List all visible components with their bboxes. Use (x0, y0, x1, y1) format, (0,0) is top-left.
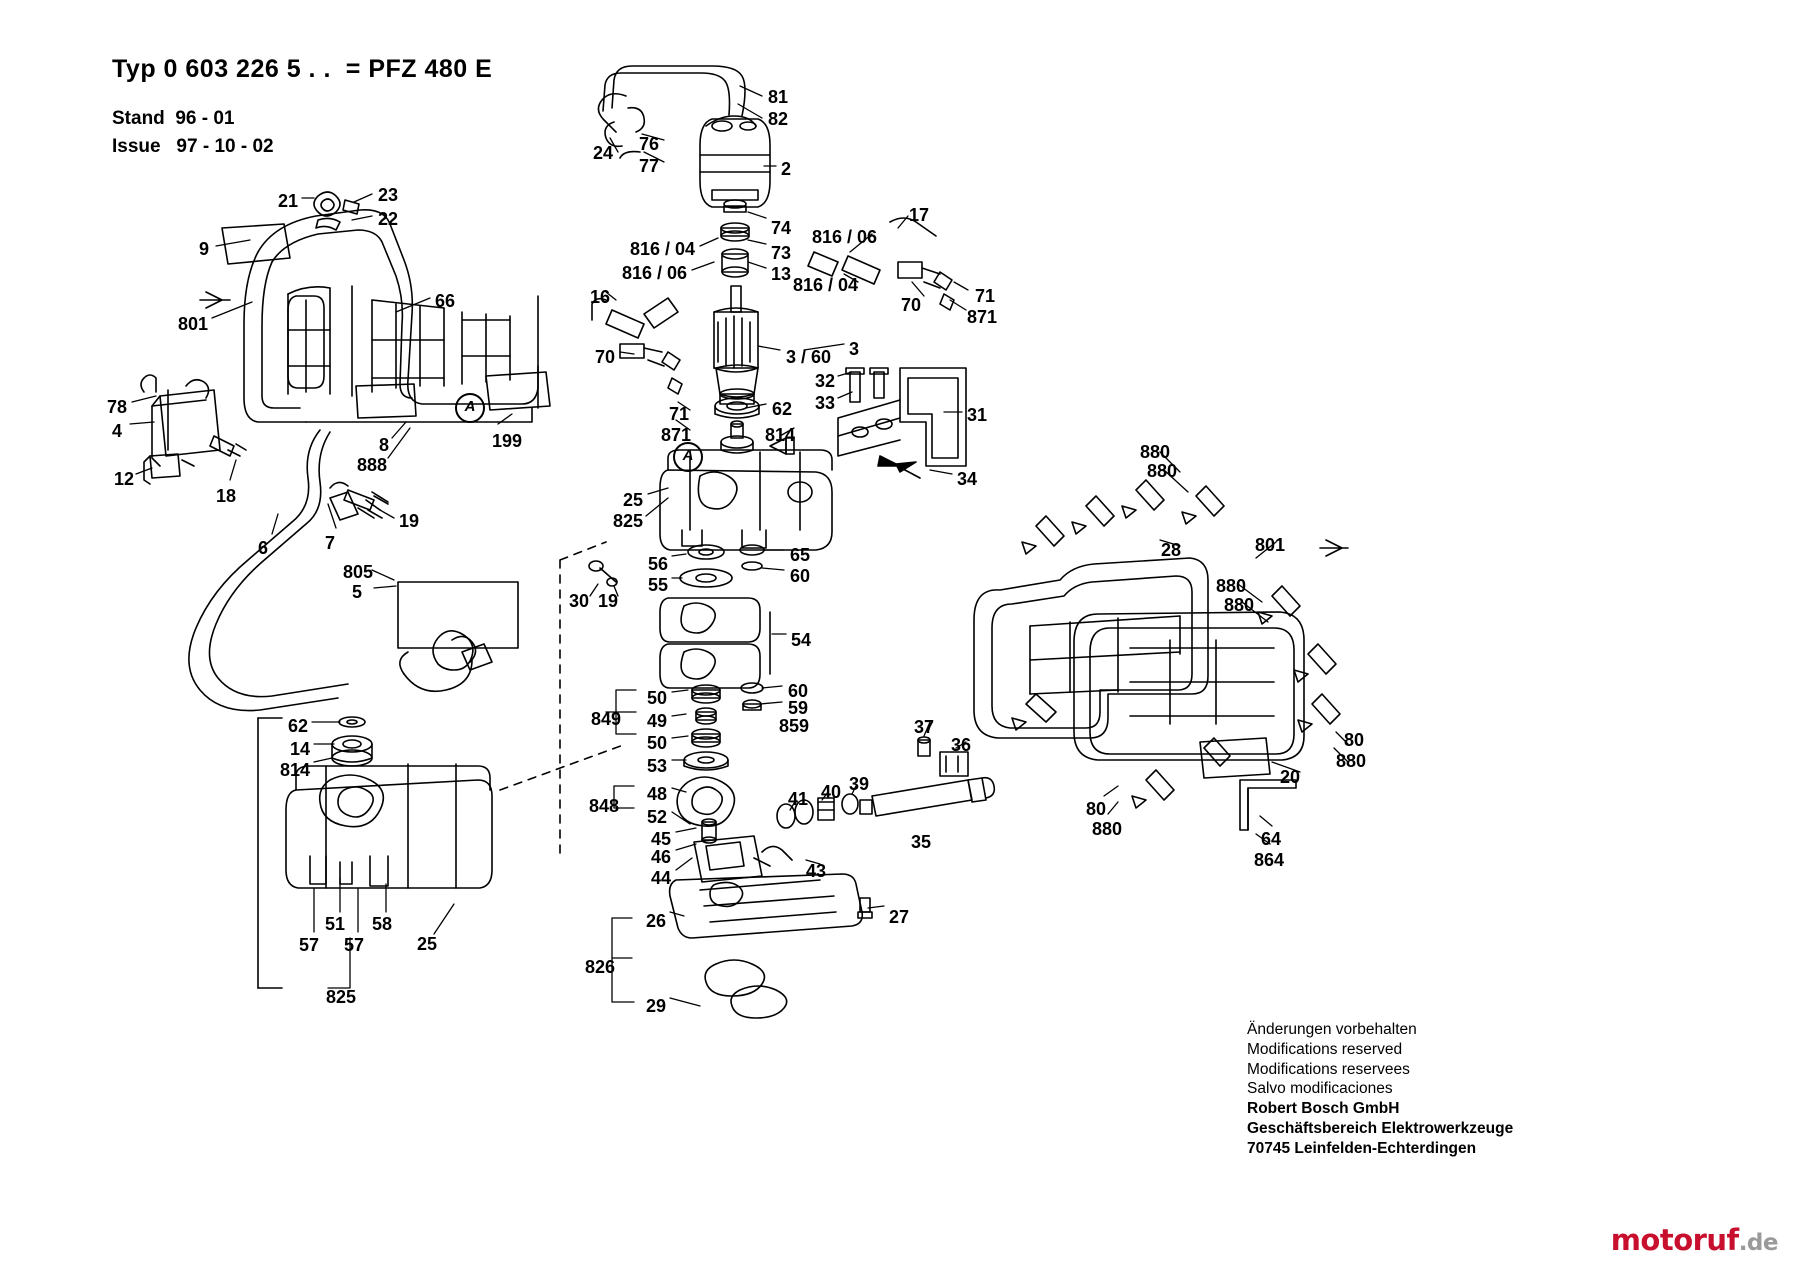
legal-notice (1247, 1020, 1513, 1159)
callout-80: 80 (1344, 730, 1365, 750)
callout-825: 825 (326, 987, 357, 1007)
callout-58: 58 (372, 914, 393, 934)
callout-57: 57 (299, 935, 320, 955)
marker-A: A (673, 442, 703, 472)
page-title: Typ 0 603 226 5 . . = PFZ 480 E (112, 55, 493, 83)
callout-7: 7 (325, 533, 336, 553)
callout-29: 29 (646, 996, 667, 1016)
field-assembly (598, 66, 770, 207)
watermark-name: motoruf (1610, 1223, 1739, 1257)
callout-816-04: 816 / 04 (630, 239, 696, 259)
callout-3: 3 (849, 339, 860, 359)
callout-848: 848 (589, 796, 620, 816)
callout-52: 52 (647, 807, 668, 827)
legal-division: Geschäftsbereich Elektrowerkzeuge (1247, 1120, 1514, 1138)
callout-77: 77 (639, 156, 660, 176)
callout-49: 49 (647, 711, 668, 731)
callout-71: 71 (669, 404, 690, 424)
callout-27: 27 (889, 907, 910, 927)
callout-22: 22 (378, 209, 399, 229)
callout-871: 871 (967, 307, 998, 327)
callout-8: 8 (379, 435, 390, 455)
callout-24: 24 (593, 143, 614, 163)
callout-76: 76 (639, 134, 660, 154)
callout-23: 23 (378, 185, 399, 205)
callout-880: 880 (1092, 819, 1123, 839)
callout-816-04: 816 / 04 (793, 275, 859, 295)
callout-33: 33 (815, 393, 836, 413)
callout-31: 31 (967, 405, 988, 425)
callout-82: 82 (768, 109, 789, 129)
callout-864: 864 (1254, 850, 1285, 870)
callout-70: 70 (595, 347, 616, 367)
seal-stack-849 (684, 683, 763, 770)
callout-57: 57 (344, 935, 365, 955)
callout-814: 814 (280, 760, 311, 780)
callout-871: 871 (661, 425, 692, 445)
callout-28: 28 (1161, 540, 1182, 560)
callout-2: 2 (781, 159, 792, 179)
callout-18: 18 (216, 486, 237, 506)
callout-74: 74 (771, 218, 792, 238)
callout-199: 199 (492, 431, 523, 451)
callout-46: 46 (651, 847, 672, 867)
callout-5: 5 (352, 582, 363, 602)
callout-59: 59 (788, 698, 809, 718)
callout-43: 43 (806, 861, 827, 881)
callout-19: 19 (598, 591, 619, 611)
callout-48: 48 (647, 784, 668, 804)
screws-30-19 (589, 561, 617, 586)
callout-50: 50 (647, 688, 668, 708)
watermark (1611, 1223, 1778, 1257)
legal-address: 70745 Leinfelden-Echterdingen (1247, 1139, 1477, 1157)
callout-41: 41 (788, 789, 809, 809)
legal-line-1: Änderungen vorbehalten (1247, 1021, 1417, 1038)
callout-12: 12 (114, 469, 135, 489)
callout-73: 73 (771, 243, 792, 263)
callout-64: 64 (1261, 829, 1282, 849)
callout-62: 62 (288, 716, 309, 736)
callout-45: 45 (651, 829, 672, 849)
callout-34: 34 (957, 469, 978, 489)
callout-55: 55 (648, 575, 669, 595)
callout-37: 37 (914, 717, 935, 737)
marker-A: A (455, 393, 485, 423)
callout-816-06: 816 / 06 (622, 263, 688, 283)
callout-825: 825 (613, 511, 644, 531)
callout-66: 66 (435, 291, 456, 311)
callout-30: 30 (569, 591, 590, 611)
callout-62: 62 (772, 399, 793, 419)
callout-6: 6 (258, 538, 269, 558)
callout-19: 19 (399, 511, 420, 531)
callout-826: 826 (585, 957, 616, 977)
callout-54: 54 (791, 630, 812, 650)
callout-880: 880 (1140, 442, 1171, 462)
callout-13: 13 (771, 264, 792, 284)
gasket-54 (660, 598, 770, 688)
callout-56: 56 (648, 554, 669, 574)
callout-880: 880 (1224, 595, 1255, 615)
callout-70: 70 (901, 295, 922, 315)
callout-65: 65 (790, 545, 811, 565)
callout-26: 26 (646, 911, 667, 931)
callout-17: 17 (909, 205, 930, 225)
callout-80: 80 (1086, 799, 1107, 819)
legal-company: Robert Bosch GmbH (1247, 1100, 1400, 1118)
legal-line-4: Salvo modificaciones (1247, 1080, 1393, 1098)
callout-859: 859 (779, 716, 810, 736)
callout-50: 50 (647, 733, 668, 753)
housing-right-28 (974, 480, 1224, 738)
callout-21: 21 (278, 191, 299, 211)
callout-35: 35 (911, 832, 932, 852)
issue-date: Issue 97 - 10 - 02 (112, 136, 274, 157)
watermark-tld: .de (1738, 1230, 1778, 1256)
callout-25: 25 (417, 934, 438, 954)
legal-line-3: Modifications reservees (1247, 1060, 1410, 1078)
screws-19 (330, 482, 388, 518)
stand-date: Stand 96 - 01 (112, 108, 235, 129)
base-plate-826 (670, 874, 872, 1018)
callout-805: 805 (343, 562, 374, 582)
callout-40: 40 (821, 782, 842, 802)
callout-36: 36 (951, 735, 972, 755)
callout-39: 39 (849, 774, 870, 794)
callout-880: 880 (1336, 751, 1367, 771)
callout-849: 849 (591, 709, 622, 729)
washer-stack-upper (680, 545, 764, 587)
callout-880: 880 (1147, 461, 1178, 481)
callout-78: 78 (107, 397, 128, 417)
callout-801: 801 (1255, 535, 1286, 555)
callout-801: 801 (178, 314, 209, 334)
callout-14: 14 (290, 739, 311, 759)
switch-assembly (141, 375, 246, 484)
bracket-31 (838, 368, 966, 472)
callout-60: 60 (790, 566, 811, 586)
callout-71: 71 (975, 286, 996, 306)
housing-right-20 (1074, 540, 1348, 830)
callout-4: 4 (112, 421, 123, 441)
callout-32: 32 (815, 371, 836, 391)
callout-81: 81 (768, 87, 789, 107)
callout-51: 51 (325, 914, 346, 934)
callout-9: 9 (199, 239, 210, 259)
callout-25: 25 (623, 490, 644, 510)
housing-half-66 (200, 192, 550, 422)
callout-880: 880 (1216, 576, 1247, 596)
gear-848 (677, 777, 792, 882)
legal-line-2: Modifications reserved (1247, 1040, 1403, 1058)
callout-60: 60 (788, 681, 809, 701)
callout-888: 888 (357, 455, 388, 475)
callout-44: 44 (651, 868, 672, 888)
callout-16: 16 (590, 287, 611, 307)
callout-3-60: 3 / 60 (786, 347, 832, 367)
callout-53: 53 (647, 756, 668, 776)
callout-20: 20 (1280, 767, 1301, 787)
callout-816-06: 816 / 06 (812, 227, 878, 247)
brush-holder-left (592, 298, 682, 394)
callout-814: 814 (765, 425, 796, 445)
